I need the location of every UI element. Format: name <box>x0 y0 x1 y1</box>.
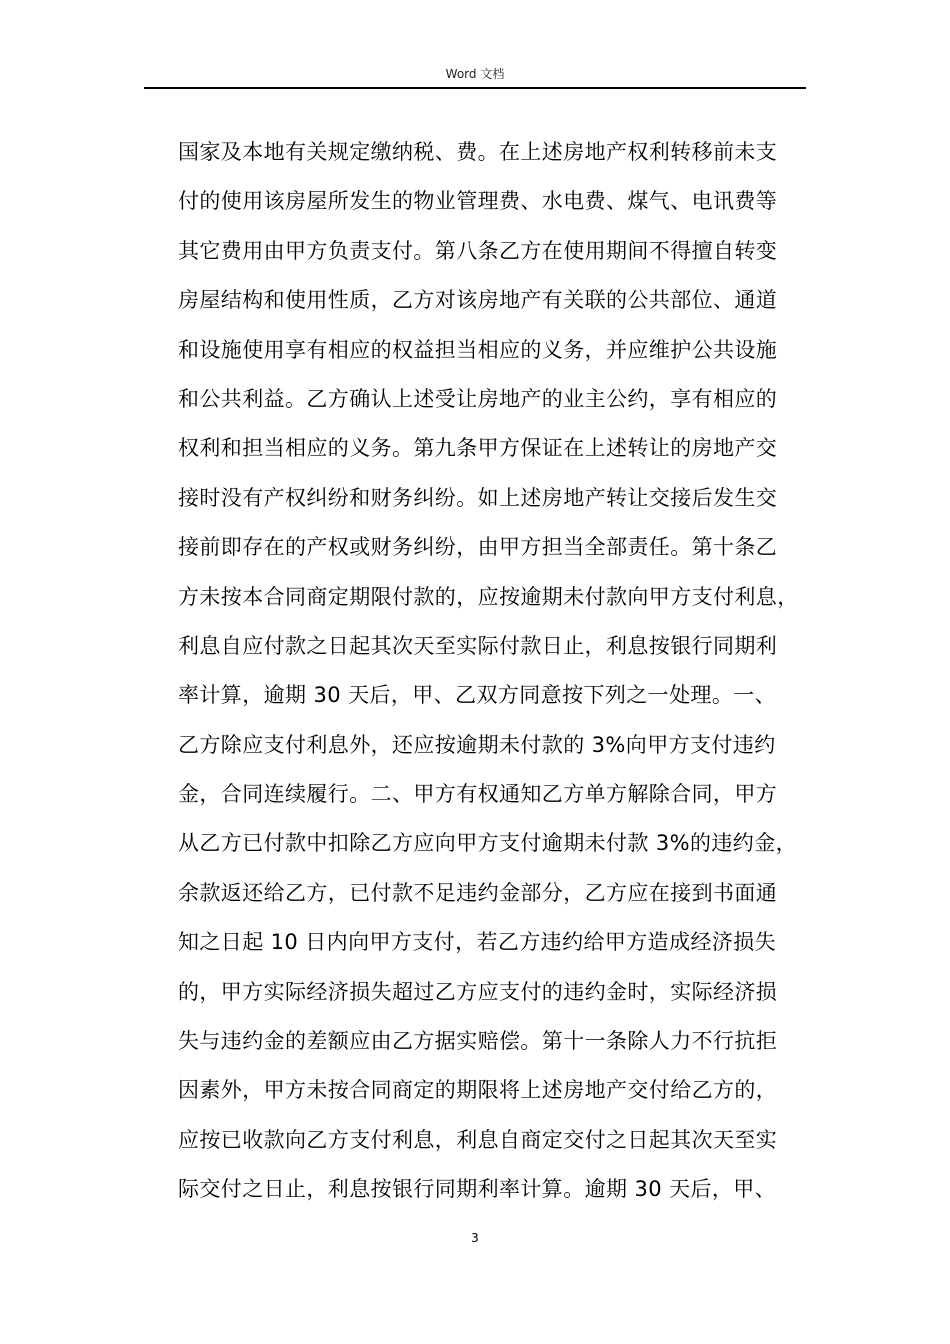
body-line: 知之日起 10 日内向甲方支付，若乙方违约给甲方造成经济损失 <box>178 930 777 955</box>
body-line: 因素外，甲方未按合同商定的期限将上述房地产交付给乙方的， <box>178 1078 778 1103</box>
header-divider <box>144 87 806 89</box>
body-line: 房屋结构和使用性质，乙方对该房地产有关联的公共部位、通道 <box>178 288 778 313</box>
page-header-title: Word 文档 <box>445 67 505 81</box>
body-line: 接时没有产权纠纷和财务纠纷。如上述房地产转让交接后发生交 <box>178 485 778 510</box>
page-number: 3 <box>471 1231 479 1245</box>
body-line: 权利和担当相应的义务。第九条甲方保证在上述转让的房地产交 <box>178 436 778 461</box>
body-line: 接前即存在的产权或财务纠纷，由甲方担当全部责任。第十条乙 <box>178 535 778 560</box>
body-line: 的，甲方实际经济损失超过乙方应支付的违约金时，实际经济损 <box>178 979 778 1004</box>
body-line: 其它费用由甲方负责支付。第八条乙方在使用期间不得擅自转变 <box>178 238 778 263</box>
body-line: 率计算，逾期 30 天后，甲、乙双方同意按下列之一处理。一、 <box>178 683 777 708</box>
body-line: 金，合同连续履行。二、甲方有权通知乙方单方解除合同，甲方 <box>178 782 778 807</box>
body-line: 和设施使用享有相应的权益担当相应的义务，并应维护公共设施 <box>178 337 778 362</box>
body-line: 和公共利益。乙方确认上述受让房地产的业主公约，享有相应的 <box>178 386 778 411</box>
body-line: 国家及本地有关规定缴纳税、费。在上述房地产权利转移前未支 <box>178 140 778 164</box>
body-line: 际交付之日止，利息按银行同期利率计算。逾期 30 天后，甲、 <box>178 1177 777 1202</box>
body-line: 乙方除应支付利息外，还应按逾期未付款的 3%向甲方支付违约 <box>178 732 776 757</box>
document-body <box>178 128 818 1215</box>
body-line: 方未按本合同商定期限付款的，应按逾期未付款向甲方支付利息， <box>178 584 799 609</box>
body-line: 应按已收款向乙方支付利息，利息自商定交付之日起其次天至实 <box>178 1127 778 1152</box>
body-line: 从乙方已付款中扣除乙方应向甲方支付逾期未付款 3%的违约金， <box>178 831 797 856</box>
body-line: 失与违约金的差额应由乙方据实赔偿。第十一条除人力不行抗拒 <box>178 1029 778 1054</box>
body-line: 余款返还给乙方，已付款不足违约金部分，乙方应在接到书面通 <box>178 880 778 905</box>
body-line: 利息自应付款之日起其次天至实际付款日止，利息按银行同期利 <box>178 633 778 658</box>
body-line: 付的使用该房屋所发生的物业管理费、水电费、煤气、电讯费等 <box>178 189 778 214</box>
